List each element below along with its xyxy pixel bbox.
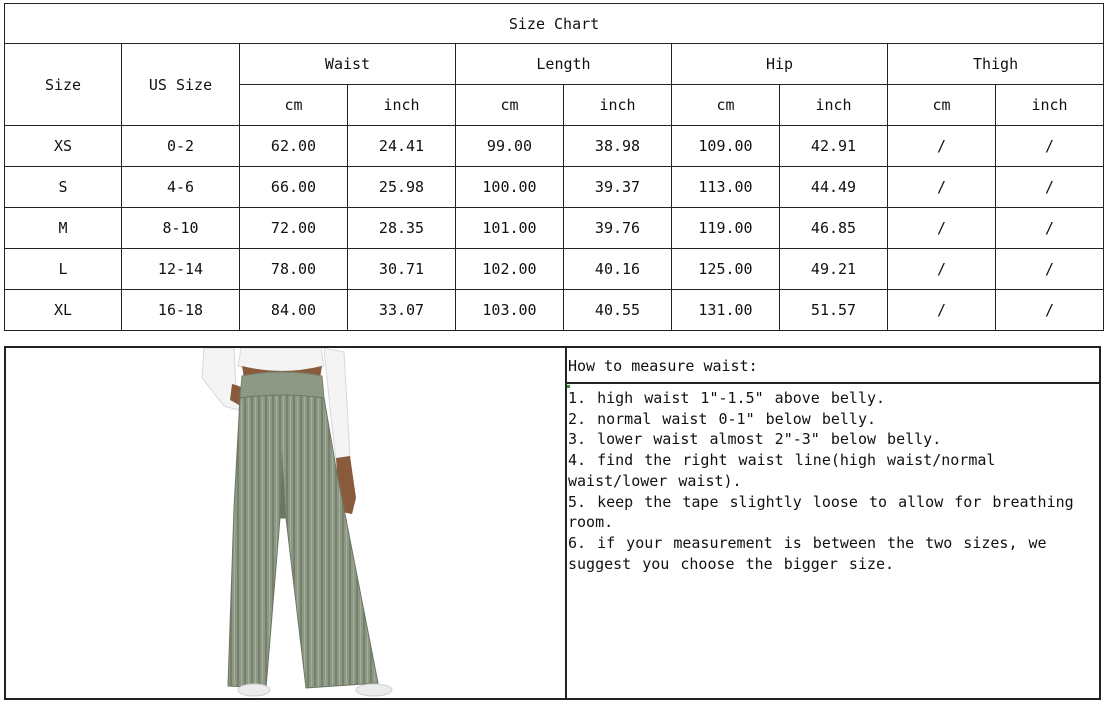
hip-inch-cell: 42.91 <box>780 126 888 167</box>
header-hip: Hip <box>672 44 888 85</box>
header-size: Size <box>5 44 122 126</box>
hip-inch-cell: 44.49 <box>780 167 888 208</box>
length-inch-cell: 38.98 <box>564 126 672 167</box>
waist-inch-cell: 25.98 <box>348 167 456 208</box>
us-size-cell: 16-18 <box>122 290 240 331</box>
table-row <box>5 290 1104 331</box>
model-wearing-wide-leg-pants-icon <box>6 348 565 698</box>
unit-header: inch <box>564 85 672 126</box>
waist-cm-cell: 66.00 <box>240 167 348 208</box>
measurement-guide-section <box>4 346 1101 700</box>
unit-header: cm <box>456 85 564 126</box>
unit-header: cm <box>888 85 996 126</box>
thigh-inch-cell: / <box>996 290 1104 331</box>
table-row <box>5 167 1104 208</box>
hip-cm-cell: 113.00 <box>672 167 780 208</box>
size-cell: L <box>5 249 122 290</box>
measurement-guide <box>567 348 1099 698</box>
us-size-cell: 8-10 <box>122 208 240 249</box>
length-cm-cell: 102.00 <box>456 249 564 290</box>
hip-inch-cell: 49.21 <box>780 249 888 290</box>
us-size-cell: 4-6 <box>122 167 240 208</box>
header-length: Length <box>456 44 672 85</box>
size-chart-table <box>4 3 1104 331</box>
unit-header: cm <box>672 85 780 126</box>
thigh-inch-cell: / <box>996 167 1104 208</box>
thigh-inch-cell: / <box>996 249 1104 290</box>
length-cm-cell: 99.00 <box>456 126 564 167</box>
hip-cm-cell: 125.00 <box>672 249 780 290</box>
thigh-cm-cell: / <box>888 167 996 208</box>
hip-cm-cell: 131.00 <box>672 290 780 331</box>
thigh-cm-cell: / <box>888 290 996 331</box>
length-cm-cell: 100.00 <box>456 167 564 208</box>
waist-cm-cell: 72.00 <box>240 208 348 249</box>
length-cm-cell: 103.00 <box>456 290 564 331</box>
guide-step: 3. lower waist almost 2"-3" below belly. <box>568 430 942 449</box>
unit-header: inch <box>996 85 1104 126</box>
header-us-size: US Size <box>122 44 240 126</box>
thigh-cm-cell: / <box>888 249 996 290</box>
guide-step: 2. normal waist 0-1" below belly. <box>568 409 877 428</box>
hip-inch-cell: 46.85 <box>780 208 888 249</box>
size-chart-title: Size Chart <box>5 4 1104 44</box>
unit-header: inch <box>780 85 888 126</box>
table-row <box>5 208 1104 249</box>
guide-list <box>568 388 1093 574</box>
thigh-inch-cell: / <box>996 208 1104 249</box>
size-cell: M <box>5 208 122 249</box>
thigh-cm-cell: / <box>888 208 996 249</box>
length-inch-cell: 39.37 <box>564 167 672 208</box>
thigh-inch-cell: / <box>996 126 1104 167</box>
waist-inch-cell: 24.41 <box>348 126 456 167</box>
length-cm-cell: 101.00 <box>456 208 564 249</box>
waist-inch-cell: 33.07 <box>348 290 456 331</box>
unit-header: inch <box>348 85 456 126</box>
hip-cm-cell: 119.00 <box>672 208 780 249</box>
size-cell: XL <box>5 290 122 331</box>
header-thigh: Thigh <box>888 44 1104 85</box>
waist-inch-cell: 30.71 <box>348 249 456 290</box>
waist-cm-cell: 84.00 <box>240 290 348 331</box>
us-size-cell: 12-14 <box>122 249 240 290</box>
hip-cm-cell: 109.00 <box>672 126 780 167</box>
table-row <box>5 126 1104 167</box>
product-photo <box>6 348 567 698</box>
guide-step: 5. keep the tape slightly loose to allow for breathing room. <box>568 492 1074 532</box>
waist-inch-cell: 28.35 <box>348 208 456 249</box>
size-cell: XS <box>5 126 122 167</box>
hip-inch-cell: 51.57 <box>780 290 888 331</box>
table-row <box>5 249 1104 290</box>
guide-step: 4. find the right waist line(high waist/normal waist/lower waist). <box>568 451 996 490</box>
unit-header: cm <box>240 85 348 126</box>
guide-step: 1. high waist 1"-1.5" above belly. <box>568 389 886 407</box>
length-inch-cell: 39.76 <box>564 208 672 249</box>
header-waist: Waist <box>240 44 456 85</box>
waist-cm-cell: 62.00 <box>240 126 348 167</box>
thigh-cm-cell: / <box>888 126 996 167</box>
size-cell: S <box>5 167 122 208</box>
waist-cm-cell: 78.00 <box>240 249 348 290</box>
length-inch-cell: 40.16 <box>564 249 672 290</box>
us-size-cell: 0-2 <box>122 126 240 167</box>
length-inch-cell: 40.55 <box>564 290 672 331</box>
guide-title: How to measure waist: <box>567 348 1099 384</box>
guide-step: 6. if your measurement is between the two sizes, we suggest you choose the bigger size. <box>568 533 1047 573</box>
